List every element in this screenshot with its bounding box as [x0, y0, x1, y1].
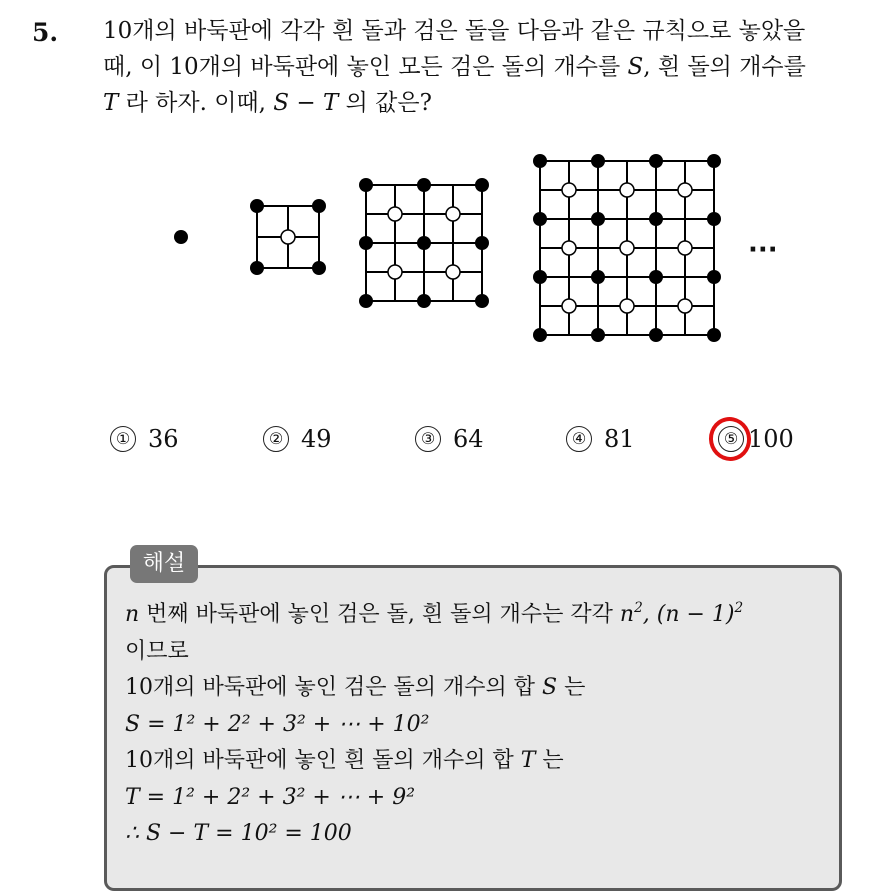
solution-line-4: S = 1² + 2² + 3² + ⋯ + 10²	[125, 711, 430, 737]
choice-5-value: 100	[748, 425, 794, 453]
white-stone	[678, 241, 692, 255]
var-s: S	[627, 54, 644, 80]
ellipsis: ···	[748, 235, 778, 265]
black-stone	[250, 199, 264, 213]
black-stone	[591, 270, 605, 284]
solution-line-2: 이므로	[125, 638, 189, 664]
black-stone	[359, 294, 373, 308]
black-stone	[533, 328, 547, 342]
white-stone	[281, 230, 295, 244]
black-stone	[707, 328, 721, 342]
white-stone	[388, 265, 402, 279]
var-s-sol: S	[542, 675, 558, 700]
black-stone	[475, 178, 489, 192]
white-stone	[620, 241, 634, 255]
solution-line3-part1: 10개의 바둑판에 놓인 검은 돌의 개수의 합	[125, 675, 535, 700]
question-line-2	[103, 49, 873, 85]
black-stone	[417, 294, 431, 308]
black-stone	[591, 328, 605, 342]
solution-line-3	[125, 670, 835, 707]
question-line3-part2: 의 값은?	[345, 90, 432, 116]
white-stone	[620, 299, 634, 313]
question-number: 5.	[32, 18, 59, 47]
white-stone	[620, 183, 634, 197]
white-stone	[562, 183, 576, 197]
white-stone	[446, 265, 460, 279]
black-stone	[649, 270, 663, 284]
expr-s-minus-t: S − T	[266, 90, 346, 116]
solution-line5-part2: 는	[542, 748, 564, 773]
expr-n-minus-1: , (n − 1)	[642, 602, 735, 627]
black-stone	[649, 212, 663, 226]
choice-2-mark: ②	[263, 426, 289, 452]
solution-line-1	[125, 597, 835, 634]
black-stone	[591, 212, 605, 226]
black-stone	[359, 236, 373, 250]
black-stone	[533, 212, 547, 226]
selected-answer-circle	[705, 413, 755, 465]
question-line3-part1: 라 하자. 이때,	[118, 90, 266, 116]
choice-5-mark-wrap	[718, 425, 748, 453]
black-stone	[649, 154, 663, 168]
choice-3-mark: ③	[415, 426, 441, 452]
black-stone	[533, 270, 547, 284]
black-stone	[707, 154, 721, 168]
expr-n-squared	[620, 602, 643, 627]
black-stone	[707, 212, 721, 226]
question-line-1: 10개의 바둑판에 각각 흰 돌과 검은 돌을 다음과 같은 규칙으로 놓았을	[103, 18, 806, 44]
choice-4-mark: ④	[566, 426, 592, 452]
choice-2[interactable]	[263, 425, 332, 453]
solution-line3-part2: 는	[564, 675, 586, 700]
choice-4-value: 81	[604, 425, 635, 453]
solution-line-7: ∴ S − T = 10² = 100	[125, 821, 352, 846]
choice-4[interactable]	[566, 425, 635, 453]
white-stone	[446, 207, 460, 221]
black-stone	[475, 236, 489, 250]
white-stone	[562, 241, 576, 255]
choice-5-mark: ⑤	[718, 426, 744, 452]
white-stone	[562, 299, 576, 313]
choice-3[interactable]	[415, 425, 484, 453]
question-line2-part1: 때, 이 10개의 바둑판에 놓인 모든 검은 돌의 개수를	[103, 54, 621, 80]
black-stone	[174, 230, 188, 244]
solution-text	[125, 597, 835, 853]
white-stone	[678, 183, 692, 197]
black-stone	[250, 261, 264, 275]
black-stone	[417, 178, 431, 192]
choice-3-value: 64	[453, 425, 484, 453]
white-stone	[678, 299, 692, 313]
black-stone	[417, 236, 431, 250]
choice-1-value: 36	[148, 425, 179, 453]
var-n: n	[125, 602, 140, 627]
black-stone	[475, 294, 489, 308]
solution-line-6: T = 1² + 2² + 3² + ⋯ + 9²	[125, 784, 416, 810]
solution-line-5	[125, 743, 835, 780]
exp-2b: 2	[734, 600, 744, 617]
choice-2-value: 49	[301, 425, 332, 453]
black-stone	[649, 328, 663, 342]
question-line2-part2: , 흰 돌의 개수를	[643, 54, 806, 80]
choice-1-mark: ①	[110, 426, 136, 452]
choice-5[interactable]	[718, 425, 794, 453]
black-stone	[312, 261, 326, 275]
go-board-pattern-figure	[0, 140, 884, 360]
choice-1[interactable]	[110, 425, 179, 453]
black-stone	[533, 154, 547, 168]
black-stone	[591, 154, 605, 168]
black-stone	[359, 178, 373, 192]
answer-choices	[110, 425, 830, 465]
var-t: T	[103, 90, 119, 116]
var-t-sol: T	[520, 748, 536, 773]
black-stone	[312, 199, 326, 213]
expr-n-minus-1-squared	[643, 602, 743, 627]
black-stone	[707, 270, 721, 284]
solution-tag: 해설	[130, 545, 198, 583]
question-line-3	[103, 85, 873, 121]
solution-line5-part1: 10개의 바둑판에 놓인 흰 돌의 개수의 합	[125, 748, 514, 773]
question-text	[103, 13, 873, 121]
solution-line1-text: 번째 바둑판에 놓인 검은 돌, 흰 돌의 개수는 각각	[139, 602, 613, 627]
exp-2a: 2	[634, 600, 643, 617]
white-stone	[388, 207, 402, 221]
expr-n: n	[619, 602, 635, 627]
